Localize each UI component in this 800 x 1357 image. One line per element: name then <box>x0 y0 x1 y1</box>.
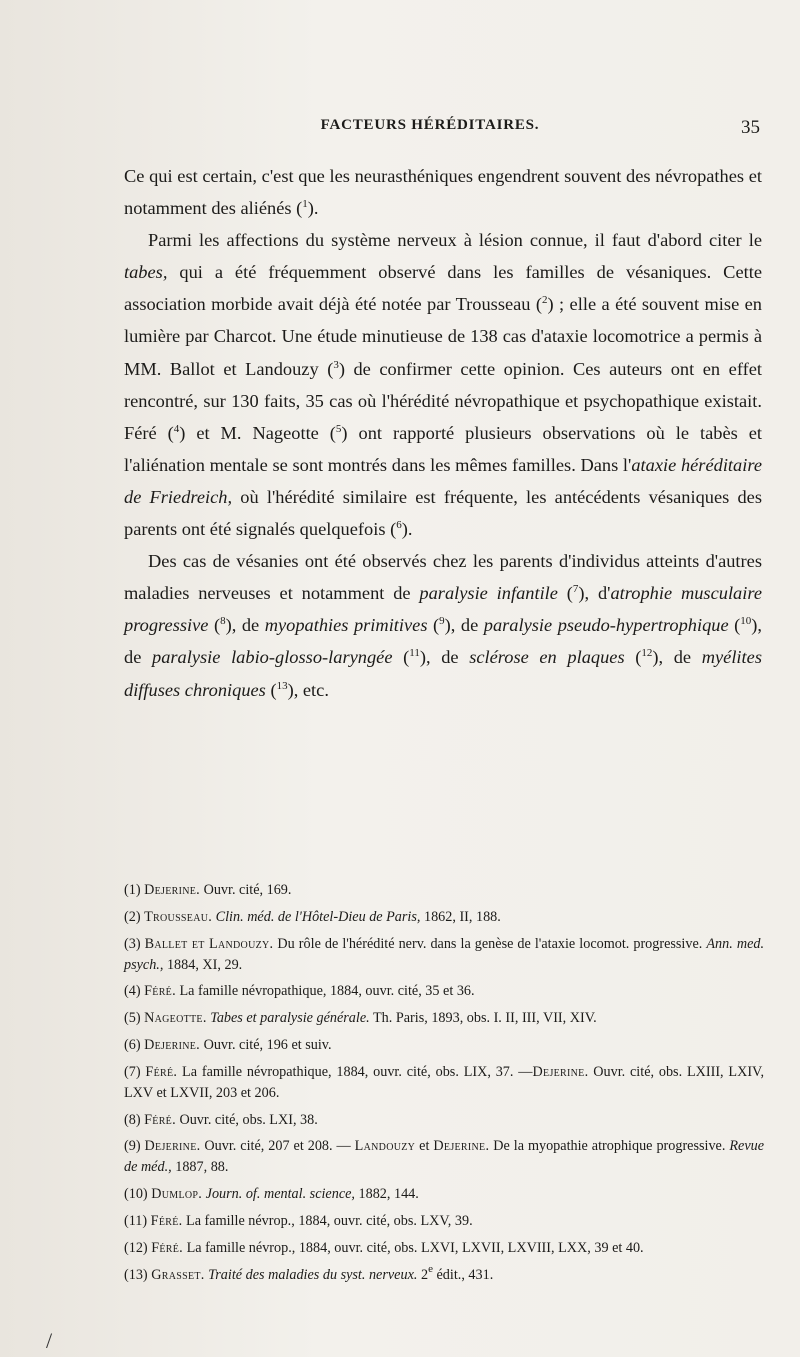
paragraph-3: Des cas de vésanies ont été observés chez les parents d'individus atteints d'autres maladies nerveuses et notamment de paralysie infantile ($^7$), d'atrophie musculaire progressive ($^8$), de myopathies primitives ($^9$), de paralysie pseudo-hypertrophique ($^{10}$), de paralysie labio-glosso-laryngée ($^{11}$), de sclérose en plaques ($^{12}$), de myélites diffuses chroniques ($^{13}$), etc. <box>124 551 763 700</box>
footnote-2: (2) Trousseau. Clin. méd. de l'Hôtel-Dieu de Paris, 1862, II, 188. <box>124 908 501 925</box>
footnote-7: (7) Féré. La famille névropathique, 1884, ouvr. cité, obs. LIX, 37. —Dejerine. Ouvr. cité, obs. LXIII, LXIV, LXV et LXVII, 203 et 206. <box>124 1063 765 1101</box>
margin-mark: / <box>46 1328 53 1353</box>
main-text <box>124 160 762 706</box>
paragraph-2: Parmi les affections du système nerveux à lésion connue, il faut d'abord citer le tabes, qui a été fréquemment observé dans les familles de vésaniques. Cette association morbide avait déjà été notée par Trousseau ($^2$) ; elle a été souvent mise en lumière par Charcot. Une étude minutieuse de 138 cas d'ataxie locomotrice a permis à MM. Ballot et Landouzy ($^3$) de confirmer cette opinion. Ces auteurs ont en effet rencontré, sur 130 faits, 35 cas où l'hérédité névropathique et psychopathique existait. Féré ($^4$) et M. Nageotte ($^5$) ont rapporté plusieurs observations où le tabès et l'aliénation mentale se sont montrés dans les mêmes familles. Dans l'ataxie héréditaire de Friedreich, où l'hérédité similaire est fréquente, les antécédents vésaniques des parents ont été signalés quelquefois ($^6$). <box>124 230 763 540</box>
footnote-13: (13) Grasset. Traité des maladies du syst. nerveux. 2e édit., 431. <box>124 1262 494 1283</box>
footnote-11: (11) Féré. La famille névrop., 1884, ouvr. cité, obs. LXV, 39. <box>124 1212 473 1229</box>
footnote-1: (1) Dejerine. Ouvr. cité, 169. <box>124 882 292 898</box>
footnote-12: (12) Féré. La famille névrop., 1884, ouvr. cité, obs. LXVI, LXVII, LXVIII, LXX, 39 et 40. <box>124 1239 644 1256</box>
footnote-6: (6) Dejerine. Ouvr. cité, 196 et suiv. <box>124 1036 332 1053</box>
paragraph-1: Ce qui est certain, c'est que les neurasthéniques engendrent souvent des névropathes et notamment des aliénés ($^1$). <box>124 166 762 219</box>
footnote-4: (4) Féré. La famille névropathique, 1884, ouvr. cité, 35 et 36. <box>124 983 475 1000</box>
footnote-8: (8) Féré. Ouvr. cité, obs. LXI, 38. <box>124 1111 318 1128</box>
footnote-9: (9) Dejerine. Ouvr. cité, 207 et 208. — Landouzy et Dejerine. De la myopathie atrophique progressive. Revue de méd., 1887, 88. <box>124 1138 765 1176</box>
page-header <box>130 117 790 147</box>
footnote-5: (5) Nageotte. Tabes et paralysie générale. Th. Paris, 1893, obs. I. II, III, VII, XIV. <box>124 1010 597 1027</box>
footnote-3: (3) Ballet et Landouzy. Du rôle de l'hérédité nerv. dans la genèse de l'ataxie locomot. progressive. Ann. med. psych., 1884, XI, 29. <box>124 935 765 973</box>
running-title: FACTEURS HÉRÉDITAIRES. <box>320 117 540 133</box>
page-number: 35 <box>741 117 760 138</box>
footnotes <box>124 880 764 1291</box>
footnote-10: (10) Dumlop. Journ. of. mental. science, 1882, 144. <box>124 1186 419 1203</box>
